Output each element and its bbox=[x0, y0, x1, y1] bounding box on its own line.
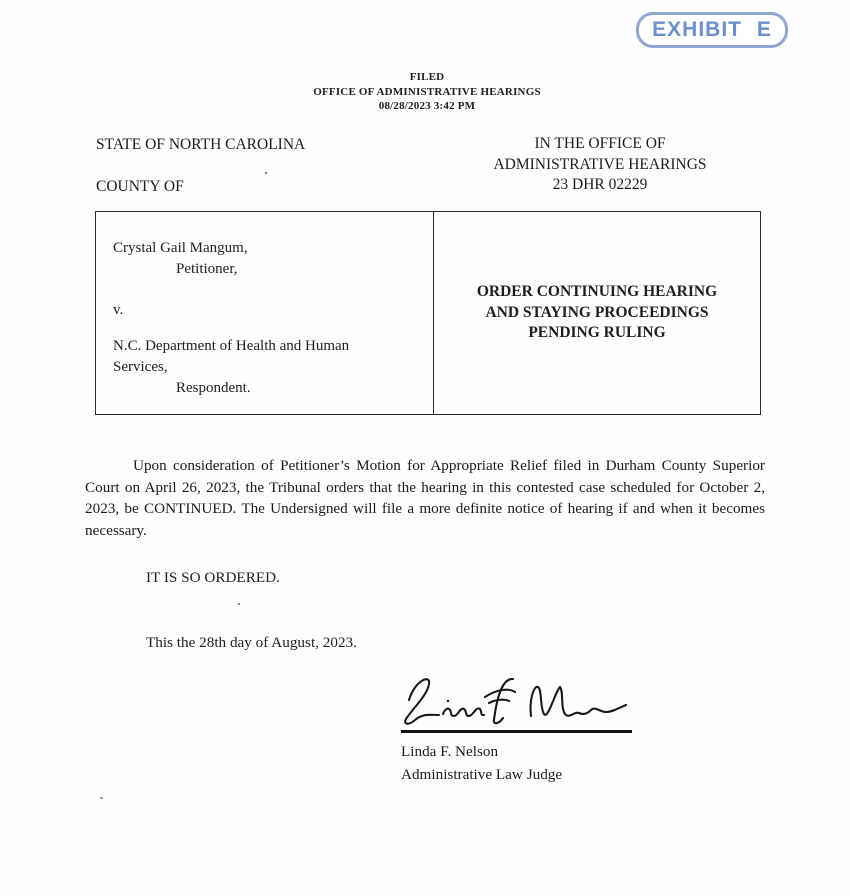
filing-stamp-datetime: 08/28/2023 3:42 PM bbox=[378, 100, 476, 112]
header-right bbox=[452, 134, 748, 196]
signature-image bbox=[401, 670, 632, 733]
respondent-name-line-1: N.C. Department of Health and Human bbox=[113, 338, 350, 354]
case-caption-box bbox=[95, 211, 761, 415]
judge-printed-name: Linda F. Nelson bbox=[401, 743, 499, 760]
office-line-2: ADMINISTRATIVE HEARINGS bbox=[493, 155, 707, 173]
order-title-line-2: AND STAYING PROCEEDINGS bbox=[485, 303, 709, 321]
filing-stamp-filed: FILED bbox=[409, 71, 445, 83]
versus-label: v. bbox=[113, 302, 124, 318]
order-title-line-1: ORDER CONTINUING HEARING bbox=[476, 283, 718, 301]
office-line-1: IN THE OFFICE OF bbox=[534, 135, 666, 152]
state-line: STATE OF NORTH CAROLINA bbox=[96, 136, 306, 153]
scan-speck bbox=[238, 603, 240, 605]
order-body-paragraph: Upon consideration of Petitioner’s Motion for Appropriate Relief filed in Durham County Superior Court on April 26, 2023, the Tribunal orders that the hearing in this contested case scheduled for October 2, 2023, be CONTINUED. The Undersigned will file a more definite notice of hearing if and when it becomes necessary. bbox=[85, 457, 765, 539]
petitioner-role: Petitioner, bbox=[176, 261, 238, 277]
order-title-cell bbox=[434, 212, 760, 414]
order-title bbox=[477, 282, 717, 344]
order-title-line-3: PENDING RULING bbox=[528, 324, 666, 342]
exhibit-badge-label: EXHIBIT E bbox=[652, 18, 772, 41]
signature-block bbox=[401, 670, 632, 786]
scan-speck bbox=[100, 797, 103, 799]
exhibit-badge bbox=[636, 12, 788, 48]
header-left bbox=[96, 136, 305, 196]
county-line: COUNTY OF bbox=[96, 178, 184, 195]
so-ordered-line: IT IS SO ORDERED. bbox=[146, 569, 280, 586]
order-date-line: This the 28th day of August, 2023. bbox=[146, 634, 357, 651]
respondent-name-line-2: Services, bbox=[113, 359, 168, 375]
judge-title: Administrative Law Judge bbox=[401, 766, 563, 783]
filing-stamp-office: OFFICE OF ADMINISTRATIVE HEARINGS bbox=[313, 85, 541, 98]
respondent-role: Respondent. bbox=[176, 380, 251, 396]
case-number: 23 DHR 02229 bbox=[552, 176, 648, 193]
scan-speck bbox=[265, 172, 267, 174]
petitioner-name: Crystal Gail Mangum, bbox=[113, 240, 248, 256]
caption-parties-cell bbox=[96, 212, 434, 414]
filing-stamp bbox=[252, 70, 602, 114]
